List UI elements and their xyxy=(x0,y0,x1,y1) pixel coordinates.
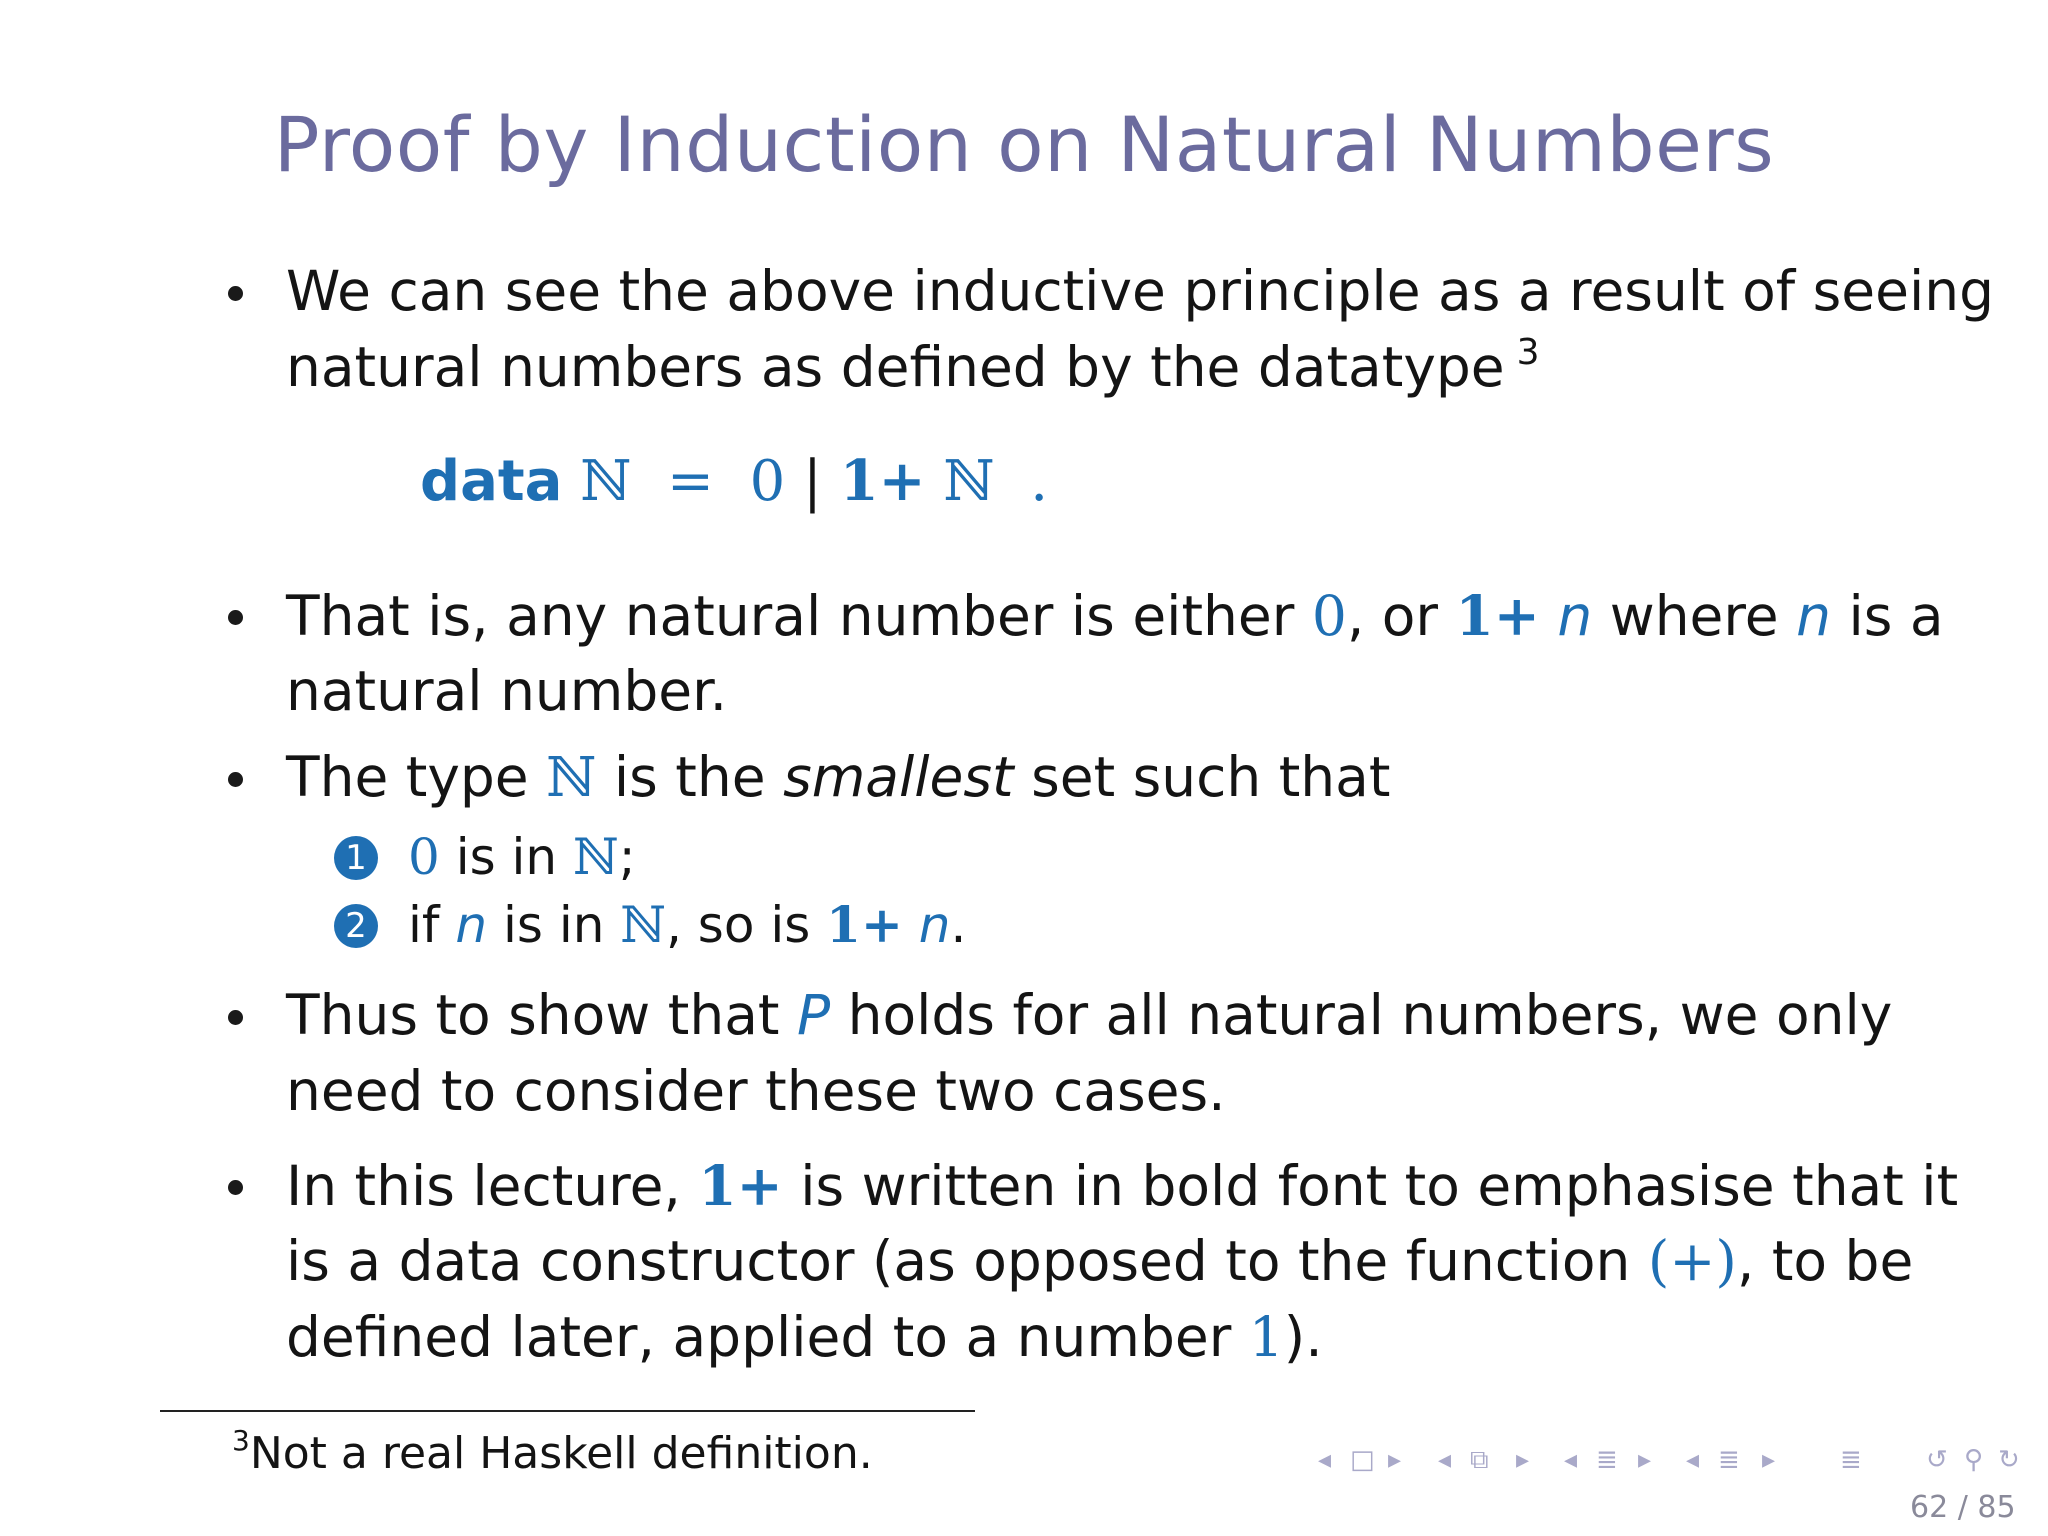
subsection-icon[interactable]: ⧉ xyxy=(1470,1445,1489,1475)
var-p: P xyxy=(796,983,831,1047)
bullet-3-text-b: is the xyxy=(596,745,784,809)
enum-1-text-b: ; xyxy=(618,828,636,886)
bullet-4-text: Thus to show that xyxy=(286,983,797,1047)
beamer-nav-bar xyxy=(1318,1445,2038,1479)
nav-left-arrow-icon[interactable]: ◂ xyxy=(1438,1445,1452,1475)
enum-2-text-b: is in xyxy=(487,896,621,954)
nav-right-arrow-icon[interactable]: ▸ xyxy=(1638,1445,1652,1475)
bullet-4-line-2 xyxy=(286,1059,1226,1123)
code-keyword: data xyxy=(420,449,563,514)
code-zero: 0 xyxy=(749,449,786,514)
page-number: 62 / 85 xyxy=(1910,1490,2016,1525)
code-succ: 1+ xyxy=(839,448,926,514)
footnote xyxy=(232,1424,873,1479)
bullet-2-text-2: natural number. xyxy=(286,659,728,723)
bullet-5-text-2: is a data constructor (as opposed to the function xyxy=(286,1229,1648,1293)
frame-icon[interactable]: □ xyxy=(1350,1445,1375,1475)
section-icon[interactable]: ≣ xyxy=(1596,1445,1618,1475)
enum-2-text-d: . xyxy=(950,896,967,954)
type-nat: ℕ xyxy=(573,828,619,886)
bullet-marker xyxy=(228,610,243,625)
var-n: n xyxy=(455,896,488,954)
bullet-3-line-1 xyxy=(286,745,1391,809)
bullet-1-line-1 xyxy=(286,259,1995,323)
number-one: 1 xyxy=(1248,1305,1284,1369)
code-type: ℕ xyxy=(580,449,632,514)
bullet-1-line-2 xyxy=(286,332,1540,399)
bullet-2-text: That is, any natural number is either xyxy=(286,584,1312,648)
type-nat: ℕ xyxy=(546,745,597,809)
bullet-5-text-2b: , to be xyxy=(1736,1229,1914,1293)
redo-icon[interactable]: ↻ xyxy=(1998,1445,2020,1475)
succ-constructor: 1+ xyxy=(1455,583,1540,648)
code-eq: = xyxy=(667,449,714,514)
bullet-2-line-1 xyxy=(286,583,1944,648)
bullet-5-line-1 xyxy=(286,1153,1959,1218)
bullet-5-text-3b: ). xyxy=(1283,1305,1323,1369)
bullet-2-text-c: where xyxy=(1592,584,1797,648)
enum-item-1 xyxy=(408,828,636,886)
var-n: n xyxy=(1557,584,1593,648)
enum-1-text: is in xyxy=(439,828,574,886)
enum-badge: 1 xyxy=(334,836,378,880)
nav-left-arrow-icon[interactable]: ◂ xyxy=(1564,1445,1578,1475)
nav-right-arrow-icon[interactable]: ▸ xyxy=(1388,1445,1402,1475)
bullet-3-text-c: set such that xyxy=(1013,745,1391,809)
bullet-2-line-2 xyxy=(286,659,728,723)
bullet-4-text-2: need to consider these two cases. xyxy=(286,1059,1226,1123)
code-type-2: ℕ xyxy=(943,449,995,514)
bullet-5-text: In this lecture, xyxy=(286,1154,699,1218)
enum-item-2 xyxy=(408,895,967,954)
nav-right-arrow-icon[interactable]: ▸ xyxy=(1762,1445,1776,1475)
zero-value: 0 xyxy=(1311,584,1347,648)
bullet-5-line-3 xyxy=(286,1305,1323,1369)
bullet-4-line-1 xyxy=(286,983,1893,1047)
var-n: n xyxy=(918,896,951,954)
footnote-text: Not a real Haskell definition. xyxy=(249,1428,873,1479)
enum-2-text-c: , so is xyxy=(666,896,827,954)
plus-function: (+) xyxy=(1647,1229,1737,1293)
bullet-marker xyxy=(228,1180,243,1195)
succ-constructor: 1+ xyxy=(698,1153,783,1218)
bullet-marker xyxy=(228,286,243,301)
footnote-number: 3 xyxy=(232,1424,250,1457)
bullet-marker xyxy=(228,772,243,787)
nav-right-arrow-icon[interactable]: ▸ xyxy=(1516,1445,1530,1475)
bullet-2-text-b: , or xyxy=(1346,584,1456,648)
enum-2-text: if xyxy=(408,896,456,954)
succ-constructor: 1+ xyxy=(826,895,903,954)
code-dot: . xyxy=(1030,449,1049,514)
datatype-definition xyxy=(420,448,1048,514)
nav-left-arrow-icon[interactable]: ◂ xyxy=(1686,1445,1700,1475)
bullet-2-text-d: is a xyxy=(1830,584,1944,648)
footnote-rule xyxy=(160,1410,975,1412)
bullet-1-text-2: natural numbers as defined by the datatype xyxy=(286,335,1505,399)
bullet-1-text: We can see the above inductive principle as a result of seeing xyxy=(286,259,1995,323)
list-icon[interactable]: ≣ xyxy=(1840,1445,1862,1475)
nav-left-arrow-icon[interactable]: ◂ xyxy=(1318,1445,1332,1475)
bullet-marker xyxy=(228,1010,243,1025)
code-bar: | xyxy=(803,449,822,514)
enum-badge: 2 xyxy=(334,904,378,948)
bullet-5-text-3: defined later, applied to a number xyxy=(286,1305,1249,1369)
type-nat: ℕ xyxy=(620,896,666,954)
undo-icon[interactable]: ↺ xyxy=(1926,1445,1948,1475)
var-n: n xyxy=(1796,584,1831,648)
bullet-5-text-b: is written in bold font to emphasise that it xyxy=(782,1154,1959,1218)
bullet-4-text-b: holds for all natural numbers, we only xyxy=(830,983,1893,1047)
section-icon[interactable]: ≣ xyxy=(1718,1445,1740,1475)
slide-title: Proof by Induction on Natural Numbers xyxy=(273,100,1775,189)
bullet-3-text: The type xyxy=(286,745,547,809)
emphasis-smallest: smallest xyxy=(783,745,1014,809)
footnote-mark: 3 xyxy=(1516,332,1540,373)
search-icon[interactable]: ⚲ xyxy=(1964,1445,1984,1475)
bullet-5-line-2 xyxy=(286,1229,1914,1293)
zero-value: 0 xyxy=(408,828,440,886)
